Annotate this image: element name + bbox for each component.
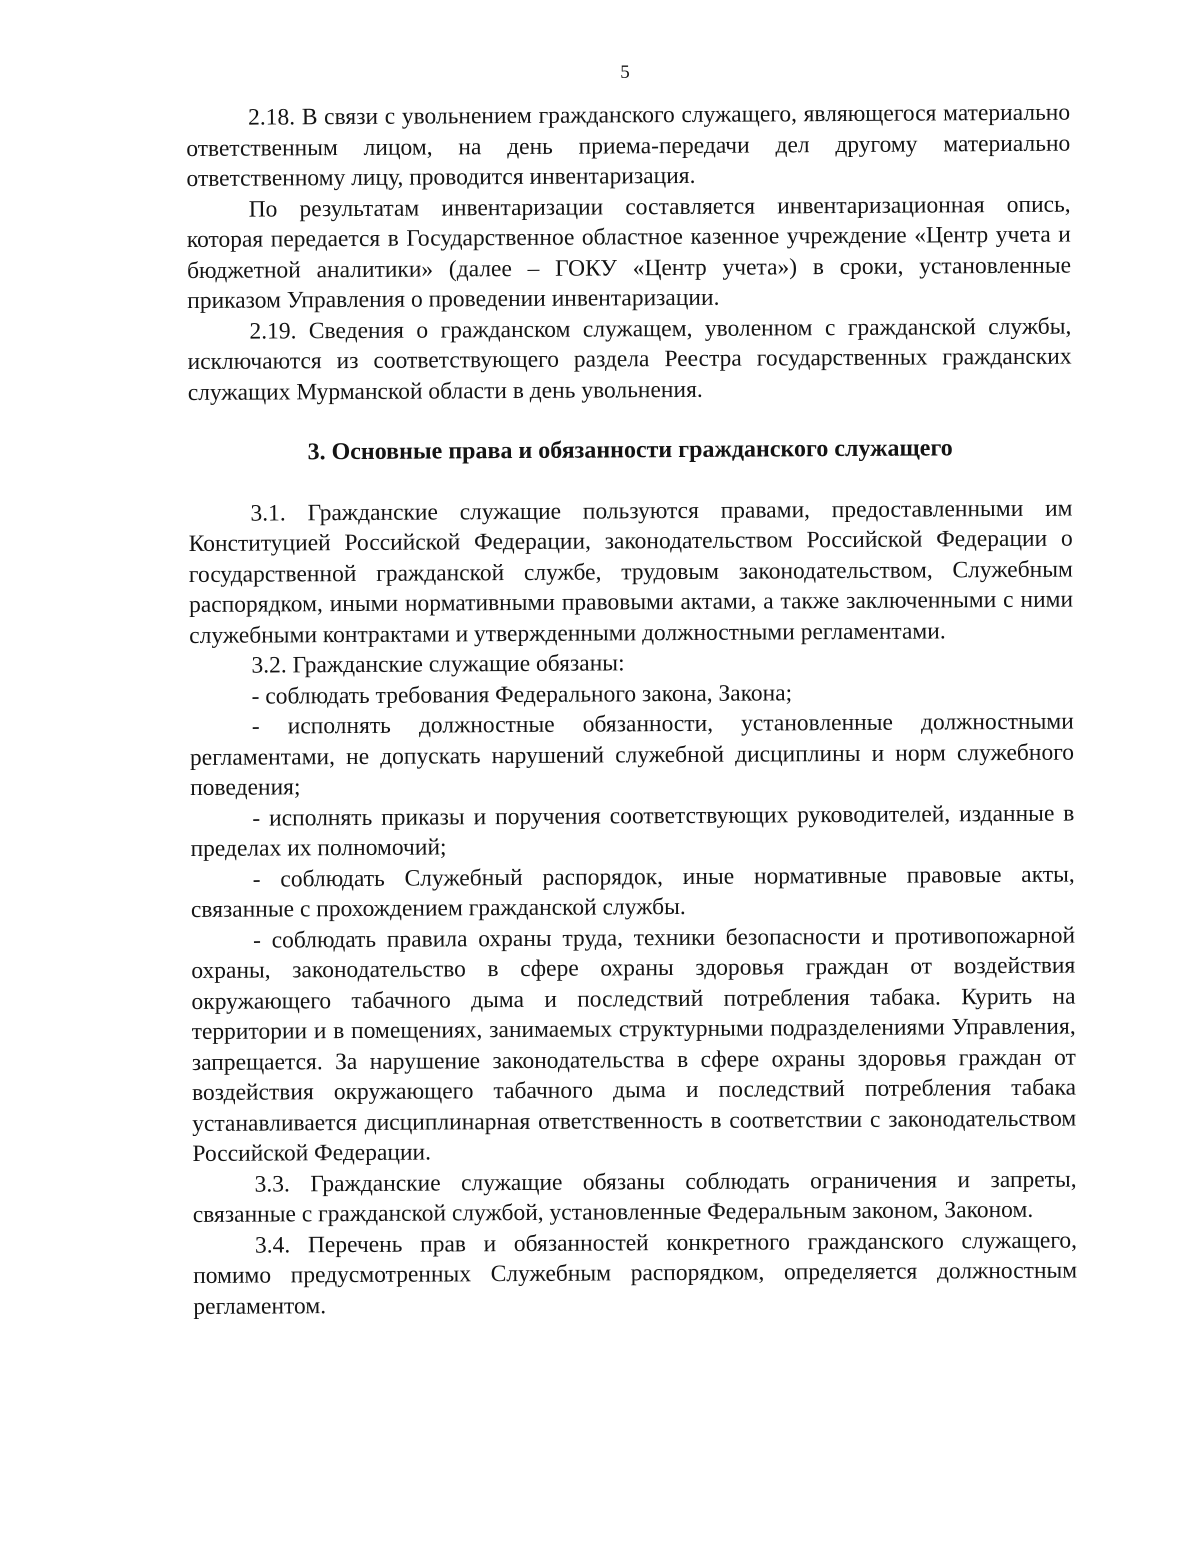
duty-item-requirements: - соблюдать требования Федерального закона, Закона; [251, 679, 793, 710]
paragraph-3-2: 3.2. Гражданские служащие обязаны: [251, 650, 625, 679]
document-body [186, 98, 1077, 1322]
paragraph-inventory-result: По результатам инвентаризации составляется инвентаризационная опись, которая передается в Государственное областное казенное учреждение «Центр учета и бюджетной аналитики» (далее – ГОКУ «Центр учета») в сроки, установленные приказом Управления о проведении инвентаризации. [186, 191, 1072, 314]
duty-item-service-regulations: - соблюдать Служебный распорядок, иные нормативные правовые акты, связанные с прохождением гражданской службы. [190, 861, 1075, 923]
section-3-heading: 3. Основные права и обязанности гражданского служащего [307, 435, 953, 466]
paragraph-3-3: 3.3. Гражданские служащие обязаны соблюдать ограничения и запреты, связанные с гражданской службой, установленные Федеральным законом, Законом. [192, 1166, 1077, 1228]
paragraph-2-19: 2.19. Сведения о гражданском служащем, уволенном с гражданской службы, исключаются из соответствующего раздела Реестра государственных гражданских служащих Мурманской области в день увольнения. [187, 313, 1072, 406]
duty-item-job-duties: - исполнять должностные обязанности, установленные должностными регламентами, не допускать нарушений служебной дисциплины и норм служебного поведения; [189, 708, 1075, 801]
paragraph-3-1: 3.1. Гражданские служащие пользуются правами, предоставленными им Конституцией Российской Федерации, законодательством Российской Федерации о государственной гражданской службе, трудовым законодательством, Служебным распорядком, иными нормативными правовыми актами, а также заключенными с ними служебными контрактами и утвержденными должностными регламентами. [188, 495, 1074, 649]
paragraph-3-4: 3.4. Перечень прав и обязанностей конкретного гражданского служащего, помимо предусмотренных Служебным распорядком, определяется должностным регламентом. [193, 1227, 1078, 1320]
page-number: 5 [620, 62, 630, 83]
paragraph-2-18: 2.18. В связи с увольнением гражданского служащего, являющегося материально ответственным лицом, на день приема-передачи дел другому материально ответственному лицу, проводится инвентаризация. [186, 99, 1071, 192]
duty-item-safety-rules: - соблюдать правила охраны труда, техники безопасности и противопожарной охраны, законодательство в сфере охраны здоровья граждан от воздействия окружающего табачного дыма и последствий потребления табака. Курить на территории и в помещениях, занимаемых структурными подразделениями Управления, запрещается. За нарушение законодательства в сфере охраны здоровья граждан от воздействия окружающего табачного дыма и последствий потребления табака устанавливается дисциплинарная ответственность в соответствии с законодательством Российской Федерации. [191, 922, 1077, 1167]
duty-item-orders: - исполнять приказы и поручения соответствующих руководителей, изданные в пределах их полномочий; [190, 800, 1075, 862]
